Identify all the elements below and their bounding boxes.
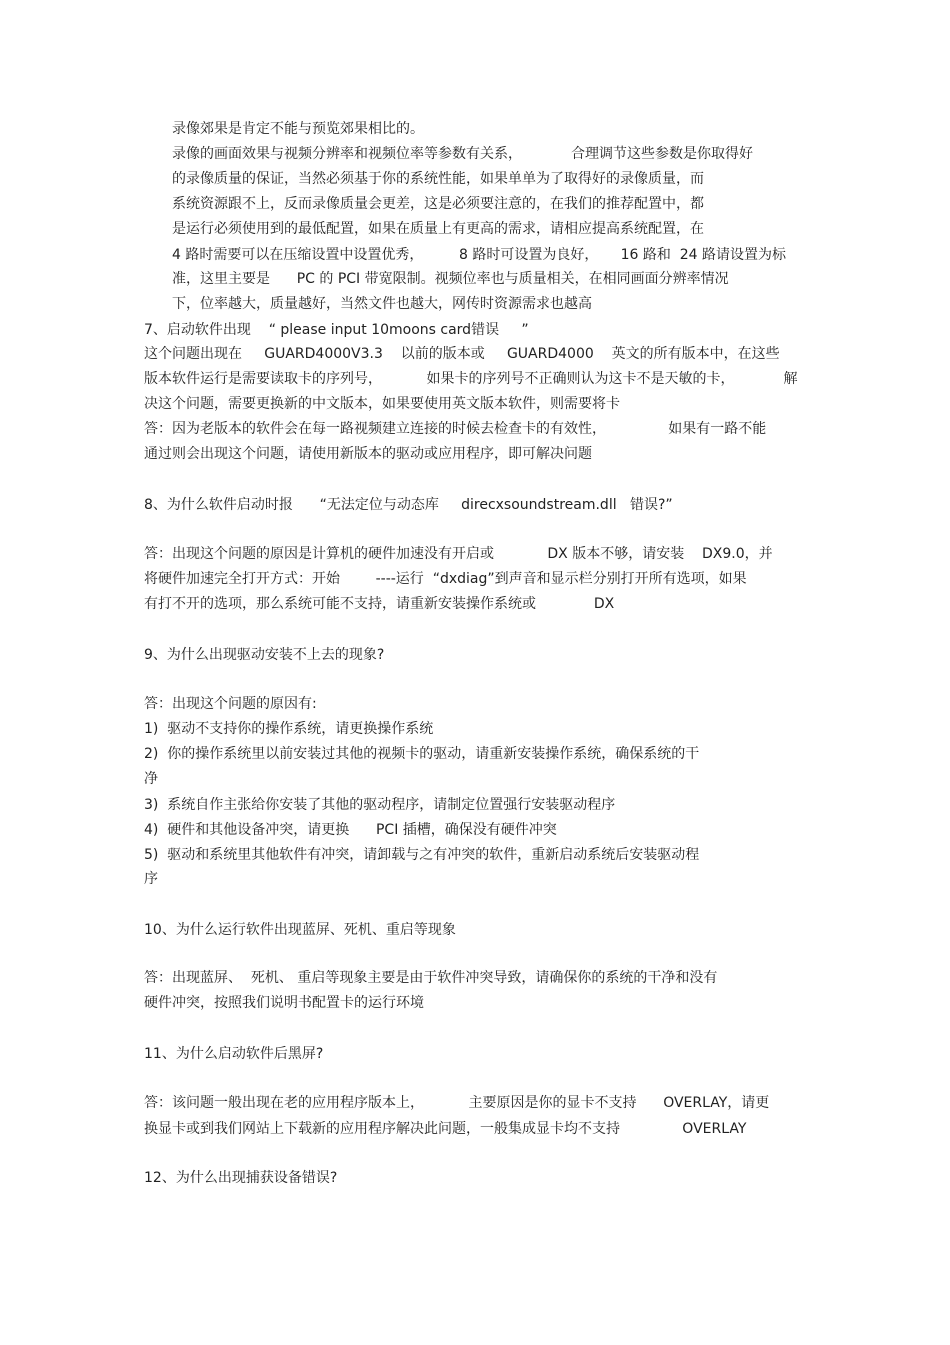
paragraph-line: 决这个问题，需要更换新的中文版本，如果要使用英文版本软件，则需要将卡: [144, 396, 620, 412]
paragraph-line: 版本软件运行是需要读取卡的序列号， 如果卡的序列号不正确则认为这卡不是天敏的卡， 解: [144, 371, 798, 387]
paragraph-line: 答：该问题一般出现在老的应用程序版本上， 主要原因是你的显卡不支持 OVERLAY，请更: [144, 1095, 770, 1111]
paragraph-line: 录像的画面效果与视频分辨率和视频位率等参数有关系， 合理调节这些参数是你取得好: [172, 146, 753, 162]
paragraph-line: 答：出现这个问题的原因是计算机的硬件加速没有开启或 DX 版本不够，请安装 DX9.0，并: [144, 546, 773, 562]
question-heading: 8、为什么软件启动时报 “无法定位与动态库 direcxsoundstream.dll 错误?”: [144, 497, 673, 513]
question-heading: 12、为什么出现捕获设备错误?: [144, 1170, 338, 1186]
list-item: 4) 硬件和其他设备冲突，请更换 PCI 插槽，确保没有硬件冲突: [144, 822, 557, 838]
paragraph-line: 下，位率越大，质量越好，当然文件也越大，网传时资源需求也越高: [172, 296, 592, 312]
paragraph-line: 录像郊果是肯定不能与预览郊果相比的。: [172, 121, 424, 137]
paragraph-line: 答：因为老版本的软件会在每一路视频建立连接的时候去检查卡的有效性， 如果有一路不能: [144, 421, 767, 437]
question-heading: 7、启动软件出现 “ please input 10moons card错误 ”: [144, 322, 529, 338]
paragraph-line: 的录像质量的保证，当然必须基于你的系统性能，如果单单为了取得好的录像质量，而: [172, 171, 704, 187]
paragraph-line: 系统资源跟不上，反而录像质量会更差，这是必须要注意的，在我们的推荐配置中，都: [172, 196, 704, 212]
paragraph-line: 有打不开的选项，那么系统可能不支持，请重新安装操作系统或 DX: [144, 596, 615, 612]
paragraph-line: 是运行必须使用到的最低配置，如果在质量上有更高的需求，请相应提高系统配置，在: [172, 221, 704, 237]
paragraph-line: 将硬件加速完全打开方式：开始 ----运行 “dxdiag”到声音和显示栏分别打开所有选项，如果: [144, 571, 747, 587]
paragraph-line: 换显卡或到我们网站上下载新的应用程序解决此问题，一般集成显卡均不支持 OVERLAY: [144, 1121, 747, 1137]
question-heading: 11、为什么启动软件后黑屏?: [144, 1046, 324, 1062]
list-item: 序: [144, 871, 158, 887]
paragraph-line: 准，这里主要是 PC 的 PCI 带宽限制。视频位率也与质量相关，在相同画面分辨率情况: [172, 271, 729, 287]
question-heading: 9、为什么出现驱动安装不上去的现象?: [144, 647, 385, 663]
paragraph-line: 这个问题出现在 GUARD4000V3.3 以前的版本或 GUARD4000 英文的所有版本中，在这些: [144, 346, 780, 362]
list-item: 3) 系统自作主张给你安装了其他的驱动程序，请制定位置强行安装驱动程序: [144, 797, 616, 813]
list-item: 2) 你的操作系统里以前安装过其他的视频卡的驱动，请重新安装操作系统，确保系统的干: [144, 746, 700, 762]
paragraph-line: 4 路时需要可以在压缩设置中设置优秀， 8 路时可设置为良好， 16 路和 24 路请设置为标: [172, 247, 786, 263]
list-item: 1) 驱动不支持你的操作系统，请更换操作系统: [144, 721, 434, 737]
paragraph-line: 答：出现蓝屏、 死机、 重启等现象主要是由于软件冲突导致，请确保你的系统的干净和没有: [144, 970, 718, 986]
question-heading: 10、为什么运行软件出现蓝屏、死机、重启等现象: [144, 922, 456, 938]
paragraph-line: 硬件冲突，按照我们说明书配置卡的运行环境: [144, 995, 424, 1011]
list-item: 净: [144, 771, 158, 787]
list-item: 5) 驱动和系统里其他软件有冲突，请卸载与之有冲突的软件，重新启动系统后安装驱动程: [144, 847, 700, 863]
paragraph-line: 通过则会出现这个问题，请使用新版本的驱动或应用程序，即可解决问题: [144, 446, 592, 462]
answer-intro: 答：出现这个问题的原因有:: [144, 696, 317, 712]
